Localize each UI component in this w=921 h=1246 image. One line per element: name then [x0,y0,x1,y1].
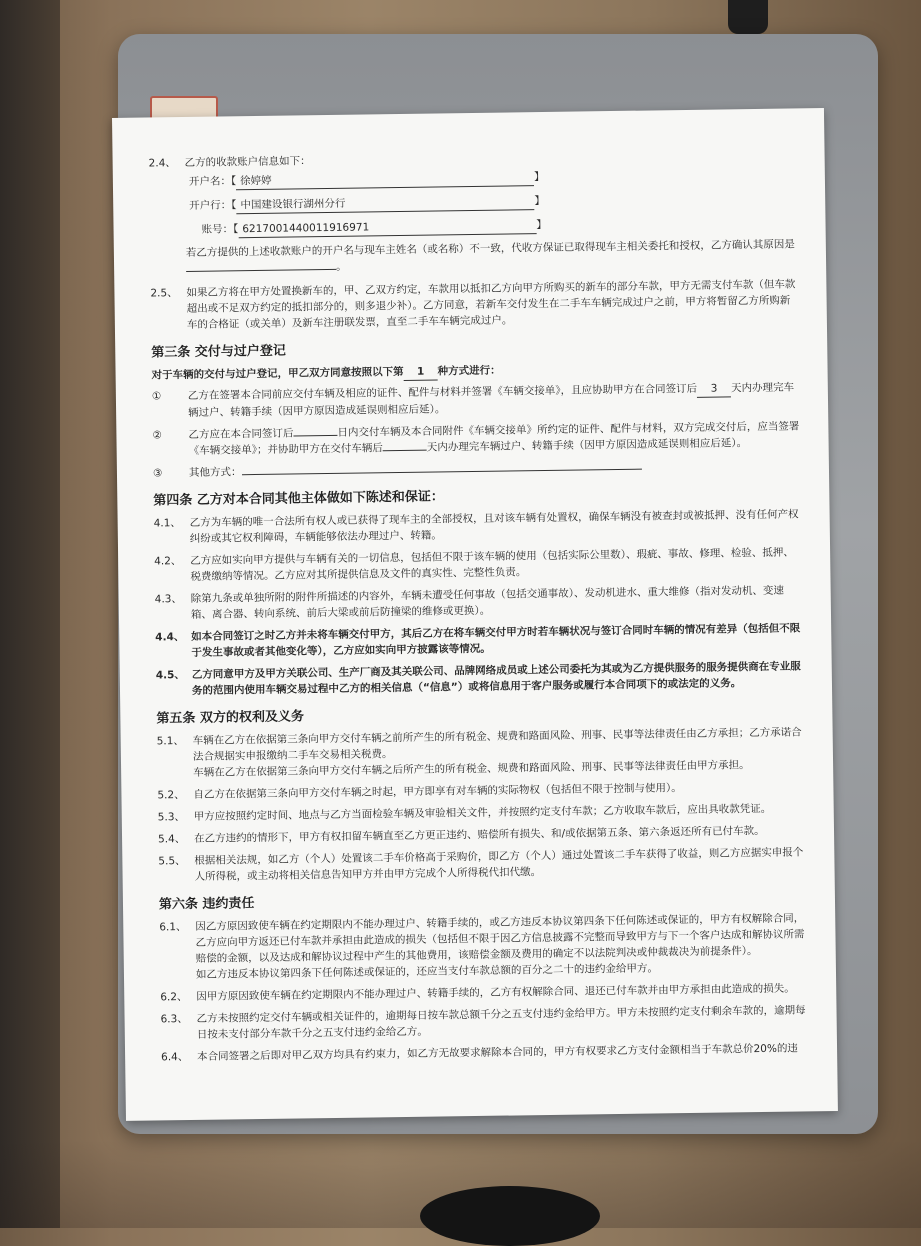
option-mark: ① [151,390,162,403]
clause-number: 4.4、 [155,631,185,644]
clause-text: 如果乙方将在甲方处置换新车的，甲、乙双方约定，车款用以抵扣乙方向甲方所购买的新车的部分车款，甲方无需支付车款（但车款超出或不足双方约定的抵扣部分的，则多退少补）。乙方同意，若新车交付发生在二手车车辆完成过户之前，甲方将暂留乙方所购新车的合格证（或关单）及新车注册联发票，直至二手车车辆完成过户。 [186,278,796,331]
clause-number: 4.1、 [153,517,181,530]
bank-label: 开户行： [189,199,232,212]
clause-text: 因甲方原因致使车辆在约定期限内不能办理过户、转籍手续的，乙方有权解除合同、退还已付车款并由甲方承担由此造成的损失。 [196,982,795,1003]
shoe-silhouette [420,1186,600,1246]
clause-number: 4.5、 [155,669,185,682]
days-blank [383,450,427,452]
clause-4-4 [155,620,805,661]
article-6-title: 第六条 违约责任 [158,896,255,913]
account-name-label: 开户名： [188,175,231,188]
account-no-value: 6217001440011916971 [238,217,536,238]
clause-number: 5.2、 [157,789,185,802]
contract-text [149,146,812,1071]
option-1-text-b: 天内办理完车辆过户、转籍手续（因甲方原因造成延误则相应后延）。 [188,381,795,419]
clause-text: 因乙方原因致使车辆在约定期限内不能办理过户、转籍手续的，或乙方违反本协议第四条下任何陈述或保证的，甲方有权解除合同，乙方应向甲方返还已付车款并承担由此造成的损失（包括但不限于因乙方信息披露不完整而导致甲方与下一个客户达成和解协议所需赔偿的金额，以及达成和解协议过程中产生的其他费用，该赔偿金额及费用的确定不以法院判决或仲裁裁决为前提条件）。 [195,912,805,965]
clause-number: 4.2、 [154,555,182,568]
clause-2-4: 2.4、 乙方的收款账户信息如下： 开户名：【 徐婷婷 】 开户行：【 中国建设银行湖州分行 】 账号：【 6217001440011916971 】 若乙方提供的上述收款账户的开户名与现车主姓名（或名称）不一致，代收方保证已取得现车主相关委托和授权，乙方确认其原因是。 [149,146,801,277]
clause-number: 5.1、 [156,735,184,748]
account-note: 若乙方提供的上述收款账户的开户名与现车主姓名（或名称）不一致，代收方保证已取得现车主相关委托和授权，乙方确认其原因是 [185,238,795,259]
clause-title: 乙方的收款账户信息如下： [184,155,311,169]
option-2-text-b: 日内交付车辆及本合同附件《车辆交接单》所约定的证件、配件与材料，双方完成交付后，应当签署《车辆交接单》；并协助甲方在交付车辆后 [188,420,800,457]
clause-number: 6.3、 [160,1013,188,1026]
laptop-cable [728,0,768,34]
option-3-text: 其他方式： [188,466,242,479]
clause-number: 2.5、 [150,287,178,300]
method-number: 1 [403,363,437,380]
option-2-text-a: 乙方应在本合同签订后 [188,427,294,441]
option-3 [153,456,803,481]
clause-text: 乙方未按照约定交付车辆或相关证件的，逾期每日按车款总额千分之五支付违约金给甲方。甲方未按照约定支付剩余车款的，逾期每日按未支付部分车款千分之五支付违约金给乙方。 [196,1004,806,1041]
clause-text: 如本合同签订之时乙方并未将车辆交付甲方，其后乙方在将车辆交付甲方时若车辆状况与签订合同时车辆的情况有差异（包括但不限于发生事故或者其他变化等），乙方应如实向甲方披露该等情况。 [191,622,801,659]
option-text [189,456,803,481]
clause-6-2 [160,980,810,1005]
clause-6-4 [161,1040,811,1065]
clause-text: 乙方应如实向甲方提供与车辆有关的一切信息，包括但不限于该车辆的使用（包括实际公里数）、瑕疵、事故、修理、检验、抵押、税费缴纳等情况。乙方应对其所提供信息及文件的真实性、完整性负责。 [190,546,794,583]
clause-4-3 [155,582,805,623]
clause-5-4 [158,822,808,847]
reason-blank [186,269,336,272]
clause-number: 6.2、 [160,991,188,1004]
option-2-text-c: 天内办理完车辆过户、转籍手续（因甲方原因造成延误则相应后延）。 [426,437,748,454]
clause-4-2 [154,544,804,585]
clause-number: 6.4、 [161,1051,189,1064]
clause-number: 5.5、 [158,855,186,868]
clause-text: 自乙方在依据第三条向甲方交付车辆之时起，甲方即享有对车辆的实际物权（包括但不限于控制与使用）。 [193,782,682,801]
clause-number: 4.3、 [154,593,183,606]
article-5-title: 第五条 双方的权利及义务 [156,709,305,727]
clause-4-5 [156,658,806,699]
note-end: 。 [336,260,347,273]
account-name-value: 徐婷婷 [236,169,534,190]
clause-6-1 [159,910,810,983]
option-text [188,418,802,459]
article-4-title: 第四条 乙方对本合同其他主体做如下陈述和保证： [153,489,444,509]
transfer-days: 3 [697,380,731,397]
clause-number: 5.4、 [157,833,186,846]
option-1-text-a: 乙方在签署本合同前应交付车辆及相应的证件、配件与材料并签署《车辆交接单》，且应协助甲方在合同签订后 [187,382,698,402]
option-2 [152,418,802,459]
contract-page [112,108,838,1121]
clause-4-1 [154,506,804,547]
clause-text: 乙方为车辆的唯一合法所有权人或已获得了现车主的全部授权，且对该车辆有处置权，确保车辆没有被查封或被抵押、没有任何产权纠纷或其它权利障碍，车辆能够依法办理过户、转籍。 [189,508,799,545]
clause-5-2 [157,778,807,803]
background-dark-edge [0,0,60,1228]
clause-text: 在乙方违约的情形下，甲方有权扣留车辆直至乙方更正违约、赔偿所有损失、和/或依据第五条、第六条返还所有已付车款。 [193,824,765,845]
other-method-blank [241,469,641,476]
account-no-label: 账号： [201,223,234,236]
clause-text-extra: 如乙方违反本协议第四条下任何陈述或保证的，还应当支付车款总额的百分之二十的违约金给甲方。 [195,962,659,981]
clause-5-5 [158,844,808,885]
clause-text: 本合同签署之后即对甲乙双方均具有约束力，如乙方无故要求解除本合同的，甲方有权要求乙方支付金额相当于车款总价20%的违 [197,1042,798,1063]
clause-text: 乙方同意甲方及甲方关联公司、生产厂商及其关联公司、品牌网络成员或上述公司委托为其或为乙方提供服务的服务提供商在专业服务的范围内使用车辆交易过程中乙方的相关信息（“信息”）或将信息用于客户服务或履行本合同项下的或法定的义务。 [191,660,801,697]
days-blank [293,435,337,437]
clause-number: 2.4、 [148,157,176,170]
clause-text: 根据相关法规，如乙方（个人）处置该二手车价格高于采购价，即乙方（个人）通过处置该二手车获得了收益，则乙方应据实申报个人所得税，或主动将相关信息告知甲方并由甲方完成个人所得税代扣代缴。 [194,846,804,883]
article-3-title: 第三条 交付与过户登记 [151,343,286,361]
intro-text: 对于车辆的交付与过户登记，甲乙双方同意按照以下第 [151,365,404,382]
clause-5-3 [158,800,808,825]
intro-text-end: 种方式进行： [437,364,501,378]
clause-text: 除第九条或单独所附的附件所描述的内容外，车辆未遭受任何事故（包括交通事故）、发动机进水、重大维修（指对发动机、变速箱、离合器、转向系统、前后大梁或前后防撞梁的维修或更换）。 [190,584,784,621]
clause-5-1 [157,724,808,781]
option-1 [152,379,802,421]
clause-text-extra: 车辆在乙方在依据第三条向甲方交付车辆之后所产生的所有税金、规费和路面风险、刑事、民事等法律责任由甲方承担。 [193,759,750,779]
clause-text: 甲方应按照约定时间、地点与乙方当面检验车辆及审验相关文件，并按照约定支付车款；乙方收取车款后，应出具收款凭证。 [193,802,772,823]
option-mark: ③ [152,467,163,480]
clause-number: 5.3、 [157,811,186,824]
option-mark: ② [152,429,162,442]
clause-2-5 [150,276,801,333]
clause-text: 车辆在乙方在依据第三条向甲方交付车辆之前所产生的所有税金、规费和路面风险、刑事、民事等法律责任由乙方承担；乙方承诺合法合规据实申报缴纳二手车交易相关税费。 [192,726,802,763]
option-text [188,379,802,421]
bank-value: 中国建设银行湖州分行 [236,193,534,214]
clause-6-3 [160,1002,810,1043]
clause-number: 6.1、 [159,921,187,934]
